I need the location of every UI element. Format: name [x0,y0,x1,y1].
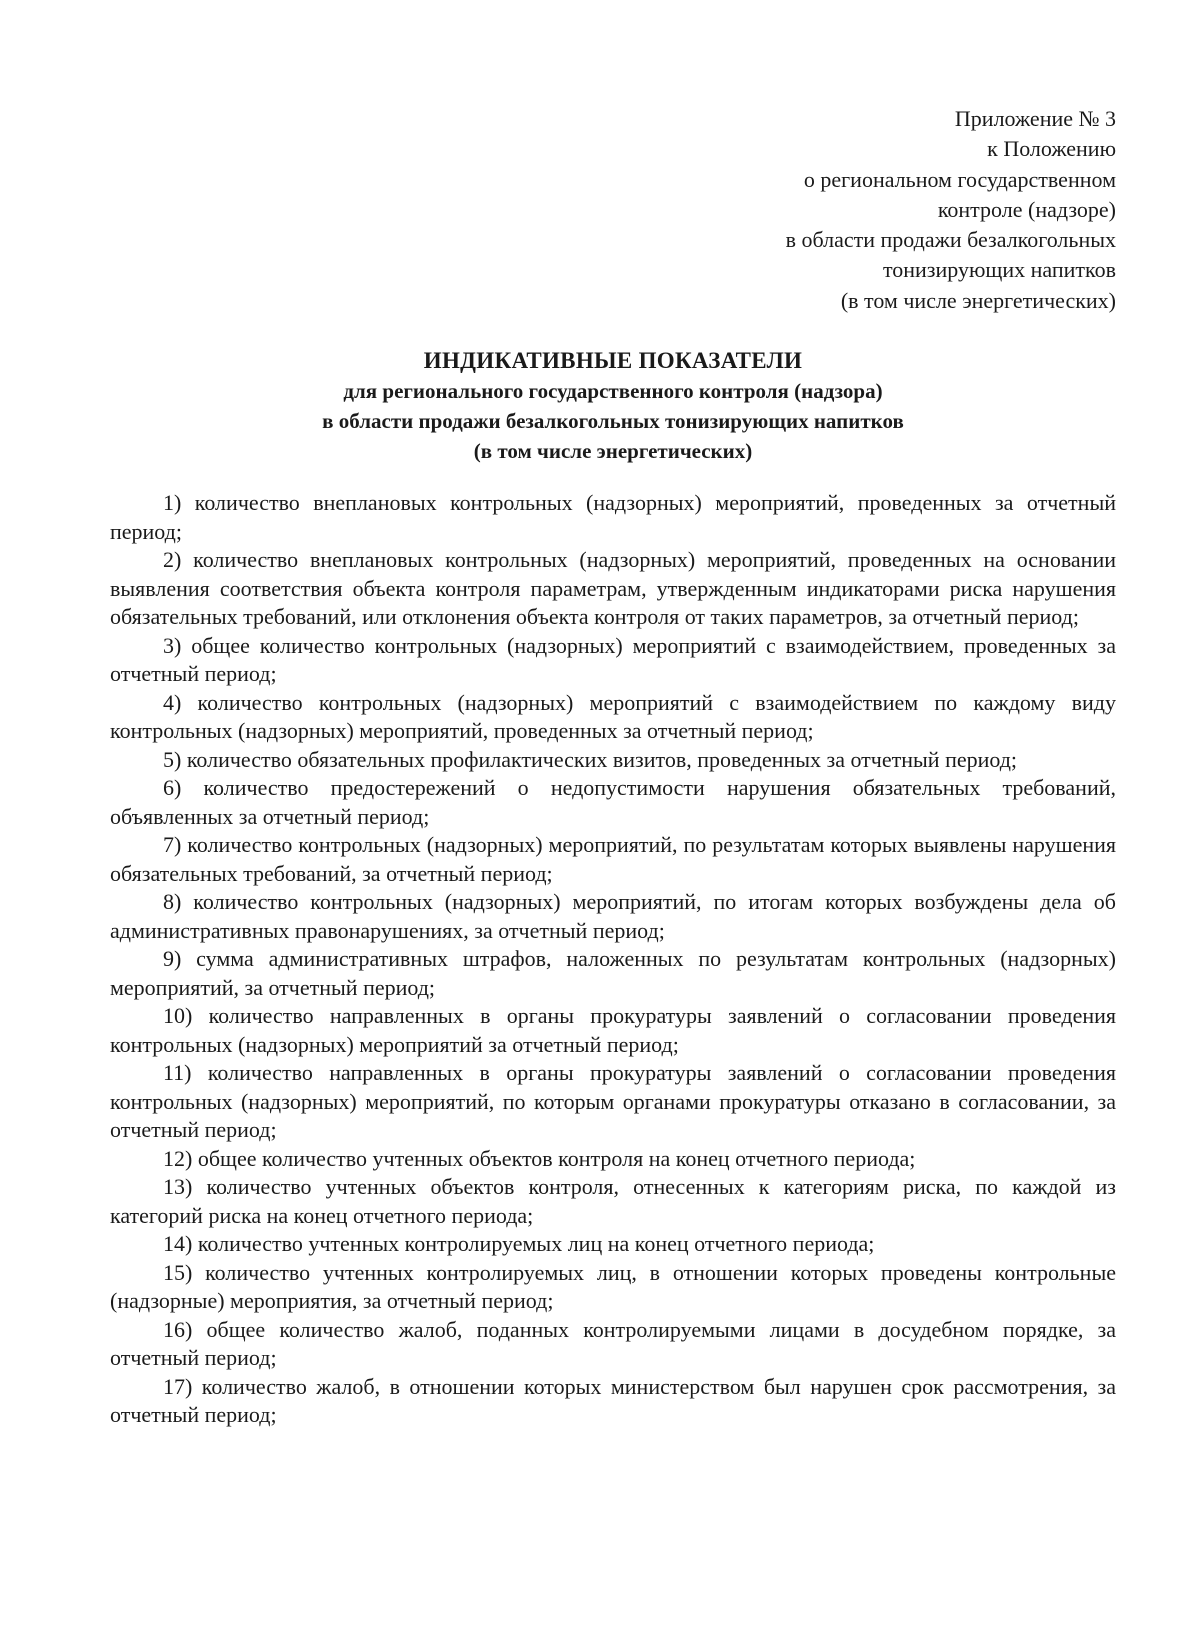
list-item: 11) количество направленных в органы прокуратуры заявлений о согласовании проведения контрольных (надзорных) мероприятий, по которым органами прокуратуры отказано в согласовании, за отчетный период; [110,1060,1116,1142]
list-item: 4) количество контрольных (надзорных) мероприятий с взаимодействием по каждому виду контрольных (надзорных) мероприятий, проведенных за отчетный период; [110,689,1116,743]
appendix-header [786,104,1116,316]
list-item: 10) количество направленных в органы прокуратуры заявлений о согласовании проведения контрольных (надзорных) мероприятий за отчетный период; [110,1003,1116,1057]
appendix-line: контроле (надзоре) [937,196,1116,222]
appendix-line: тонизирующих напитков [882,257,1116,283]
list-item: 7) количество контрольных (надзорных) мероприятий, по результатам которых выявлены нарушения обязательных требований, за отчетный период; [110,832,1116,886]
list-item: 13) количество учтенных объектов контроля, отнесенных к категориям риска, по каждой из категорий риска на конец отчетного периода; [110,1174,1116,1228]
list-item: 6) количество предостережений о недопустимости нарушения обязательных требований, объявленных за отчетный период; [110,775,1116,829]
indicators-list [110,489,1116,1430]
title-line: ИНДИКАТИВНЫЕ ПОКАЗАТЕЛИ [423,348,803,373]
list-item: 5) количество обязательных профилактических визитов, проведенных за отчетный период; [163,746,1018,772]
list-item: 8) количество контрольных (надзорных) мероприятий, по итогам которых возбуждены дела об административных правонарушениях, за отчетный период; [110,889,1116,943]
appendix-line: о региональном государственном [803,166,1116,192]
list-item: 2) количество внеплановых контрольных (надзорных) мероприятий, проведенных на основании выявления соответствия объекта контроля параметрам, утвержденным индикаторами риска нарушения обязательных требований, или отклонения объекта контроля от таких параметров, за отчетный период; [110,547,1116,629]
subtitle-line: в области продажи безалкогольных тонизирующих напитков [322,409,904,433]
subtitle-line: (в том числе энергетических) [473,439,753,463]
appendix-line: в области продажи безалкогольных [785,227,1116,253]
list-item: 12) общее количество учтенных объектов контроля на конец отчетного периода; [163,1145,916,1171]
document-title [110,346,1116,466]
appendix-line: к Положению [987,136,1116,162]
subtitle-line: для регионального государственного контроля (надзора) [343,379,883,403]
list-item: 1) количество внеплановых контрольных (надзорных) мероприятий, проведенных за отчетный период; [110,490,1116,544]
appendix-line: Приложение № 3 [954,106,1116,131]
list-item: 17) количество жалоб, в отношении которых министерством был нарушен срок рассмотрения, за отчетный период; [110,1373,1116,1427]
list-item: 14) количество учтенных контролируемых лиц на конец отчетного периода; [163,1231,875,1256]
list-item: 15) количество учтенных контролируемых лиц, в отношении которых проведены контрольные (надзорные) мероприятия, за отчетный период; [110,1259,1116,1313]
list-item: 16) общее количество жалоб, поданных контролируемыми лицами в досудебном порядке, за отчетный период; [110,1316,1116,1370]
appendix-line: (в том числе энергетических) [840,287,1116,313]
list-item: 3) общее количество контрольных (надзорных) мероприятий с взаимодействием, проведенных за отчетный период; [110,632,1116,686]
list-item: 9) сумма административных штрафов, наложенных по результатам контрольных (надзорных) мероприятий, за отчетный период; [110,946,1116,1000]
